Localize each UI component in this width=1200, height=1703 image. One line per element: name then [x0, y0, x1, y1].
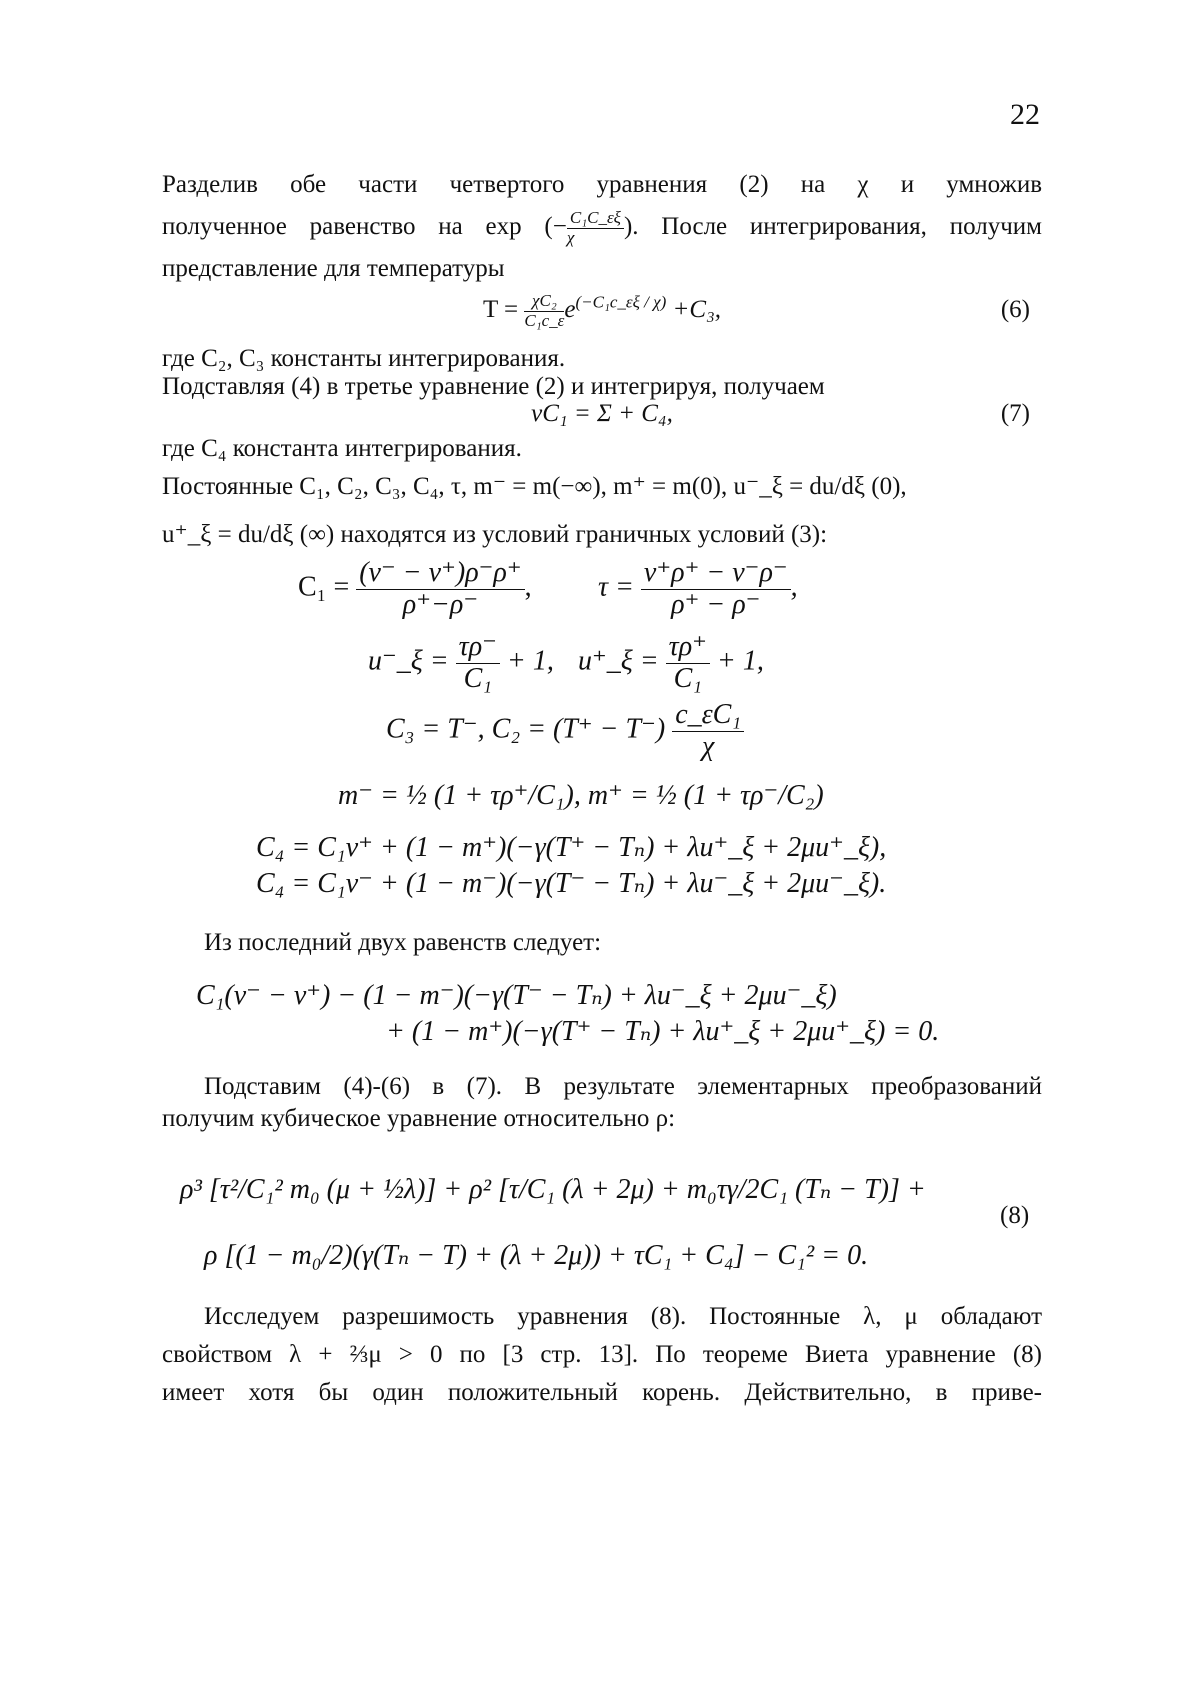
- formula-u-plus: [578, 632, 764, 695]
- page-number: 22: [1010, 98, 1040, 131]
- paragraph-line: где C₄ константа интегрирования.: [162, 435, 522, 462]
- fraction-numerator: v⁺ρ⁺ − v⁻ρ⁻: [641, 558, 791, 590]
- equation-combined-line2: + (1 − m⁺)(−γ(T⁺ − Tₙ) + λu⁺_ξ + 2μu⁺_ξ) = 0.: [386, 1016, 940, 1047]
- paragraph-line: получим кубическое уравнение относительно ρ:: [162, 1105, 676, 1132]
- eq-lhs: T =: [482, 295, 525, 323]
- formula-lhs: u⁺_ξ =: [578, 645, 659, 677]
- formula-lhs: τ =: [598, 571, 634, 603]
- formula-fraction: [641, 558, 791, 621]
- paragraph-line: Разделив обе части четвертого уравнения (2) на χ и умножив: [162, 171, 1042, 198]
- fraction-denominator: C₁: [673, 662, 702, 694]
- equation-6: [162, 288, 1042, 338]
- eq-fraction: [524, 292, 564, 330]
- formula-tail: + 1,: [716, 645, 764, 677]
- fraction-denominator: C₁c_ε: [524, 310, 565, 330]
- paragraph-line: где C₂, C₃ константы интегрирования.: [162, 345, 566, 372]
- paragraph-line: свойством λ + ⅔μ > 0 по [3 стр. 13]. По теореме Виета уравнение (8): [162, 1341, 1042, 1368]
- equation-number: (7): [1000, 400, 1030, 427]
- formula-lhs: C₃ = T⁻, C₂ = (T⁺ − T⁻): [386, 713, 666, 745]
- formula-lhs: C₁ =: [298, 571, 350, 603]
- formula-c3-c2: [386, 700, 744, 763]
- exp-power: (−C₁c_εξ / χ): [575, 292, 667, 312]
- fraction-numerator: (v⁻ − v⁺)ρ⁻ρ⁺: [356, 558, 524, 590]
- formula-u-minus: [368, 632, 554, 695]
- formula-m: m⁻ = ½ (1 + τρ⁺/C₁), m⁺ = ½ (1 + τρ⁻/C₂): [338, 780, 824, 811]
- paragraph-line: представление для температуры: [162, 255, 505, 282]
- equation-8-line2: ρ [(1 − m₀/2)(γ(Tₙ − T) + (λ + 2μ)) + τC₁ + C₄] − C₁² = 0.: [204, 1240, 869, 1271]
- formula-tau: τ = $\frac{v^+\rho^+ - v^-\rho^-}{\rho^+ - \rho^-}$ ,: [598, 557, 798, 620]
- equation-number: (8): [1000, 1202, 1030, 1229]
- paragraph-line: Подставим (4)-(6) в (7). В результате элементарных преобразований: [204, 1073, 1042, 1100]
- fraction-denominator: ρ⁺ − ρ⁻: [671, 588, 761, 620]
- formula-fraction: [456, 632, 500, 695]
- fraction-denominator: χ: [566, 227, 575, 247]
- formula-lhs: u⁻_ξ =: [368, 645, 449, 677]
- fraction-numerator: C₁C_εξ: [567, 209, 624, 229]
- fraction-numerator: c_εC₁: [672, 700, 744, 732]
- text-segment: полученное равенство на exp (−: [162, 213, 567, 240]
- paragraph-line: Из последний двух равенств следует:: [204, 929, 602, 956]
- paragraph-line: Подставляя (4) в третье уравнение (2) и интегрируя, получаем: [162, 373, 825, 400]
- fraction-numerator: τρ⁻: [456, 632, 500, 664]
- fraction-denominator: χ: [701, 730, 715, 762]
- eq-tail: +C₃,: [666, 295, 722, 323]
- equation-8-line1: ρ³ [τ²/C₁² m₀ (μ + ½λ)] + ρ² [τ/C₁ (λ + 2μ) + m₀τγ/2C₁ (Tₙ − T)] +: [180, 1174, 926, 1205]
- paragraph-line-with-fraction: [162, 206, 1042, 248]
- formula-c1: C₁ = $\frac{(v^- - v^+)\rho^-\rho^+}{\rho^+-\rho^-}$ ,: [298, 557, 532, 620]
- fraction-denominator: C₁: [463, 662, 492, 694]
- fraction-numerator: χC₂: [524, 292, 564, 312]
- formula-c4-plus: C₄ = C₁v⁺ + (1 − m⁺)(−γ(T⁺ − Tₙ) + λu⁺_ξ + 2μu⁺_ξ),: [256, 832, 887, 863]
- formula-fraction: [666, 632, 710, 695]
- paragraph-line: имеет хотя бы один положительный корень. Действительно, в приве-: [162, 1379, 1042, 1406]
- inline-fraction: [567, 209, 624, 247]
- equation-combined-line1: C₁(v⁻ − v⁺) − (1 − m⁻)(−γ(T⁻ − Tₙ) + λu⁻_ξ + 2μu⁻_ξ): [196, 980, 837, 1011]
- fraction-numerator: τρ⁺: [666, 632, 710, 664]
- formula-fraction: [356, 558, 524, 621]
- formula-fraction: [672, 700, 744, 763]
- paragraph-line: u⁺_ξ = du/dξ (∞) находятся из условий граничных условий (3):: [162, 521, 828, 548]
- equation-body: vC₁ = Σ + C₄,: [531, 400, 673, 427]
- fraction-denominator: ρ⁺−ρ⁻: [402, 588, 479, 620]
- equation-number: (6): [1000, 296, 1030, 323]
- exp-base: e: [564, 295, 576, 323]
- equation-body: [162, 292, 1042, 330]
- paragraph-line: Постоянные C₁, C₂, C₃, C₄, τ, m⁻ = m(−∞), m⁺ = m(0), u⁻_ξ = du/dξ (0),: [162, 473, 907, 500]
- paragraph-line: Исследуем разрешимость уравнения (8). Постоянные λ, μ обладают: [204, 1303, 1042, 1330]
- formula-tail: + 1,: [506, 645, 554, 677]
- formula-c4-minus: C₄ = C₁v⁻ + (1 − m⁻)(−γ(T⁻ − Tₙ) + λu⁻_ξ + 2μu⁻_ξ).: [256, 868, 887, 899]
- text-segment: ). После интегрирования, получим: [623, 213, 1042, 240]
